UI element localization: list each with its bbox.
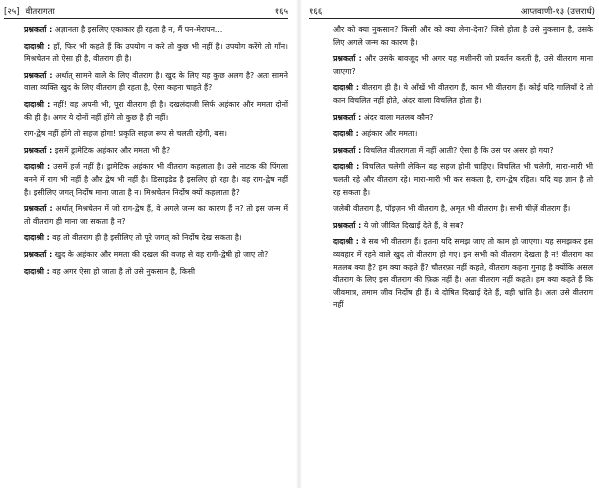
paragraph-text: राग-द्वेष नहीं होंगे तो सहज होगा! प्रकृति सहज रूप से चलती रहेगी, बस। [24, 129, 227, 139]
paragraph [319, 161, 593, 199]
paragraph [10, 145, 288, 158]
left-page [0, 0, 292, 488]
section-title: वीतरागता [25, 7, 55, 17]
speaker-label: दादाश्री : [333, 162, 360, 172]
page-number: १६६ [309, 7, 323, 17]
speaker-label: प्रश्नकर्ता : [333, 112, 362, 122]
paragraph-text: खुद के अहंकार और ममता की दखल की वजह से वह रागी-द्वेषी हो जाए तो? [54, 249, 269, 259]
paragraph-text: अहंकार और ममता। [361, 129, 418, 139]
speaker-label: प्रश्नकर्ता : [24, 249, 53, 259]
paragraph-text: अज्ञानता है इसलिए एकाकार ही रहता है न, मैं पन-मेरापन... [54, 25, 223, 34]
paragraph-text: विचलित चलेगी लेकिन वह सहज होनी चाहिए। विचलित भी चलेगी, मारा-मारी भी चलती रहे और वीतराग रहे। मारा-मारी भी कर सकता है, राग-द्वेष रहित। यदि यह ज्ञान है तो रह सकता है। [333, 162, 593, 197]
speaker-label: प्रश्नकर्ता : [333, 220, 362, 230]
speaker-label: प्रश्नकर्ता : [24, 25, 53, 34]
paragraph [319, 53, 593, 78]
paragraph [319, 112, 593, 125]
speaker-label: प्रश्नकर्ता : [333, 145, 362, 155]
speaker-label: दादाश्री : [24, 99, 51, 109]
paragraph-text: नहीं! वह अपनी भी, पूरा वीतराग ही है। दखलंदाजी सिर्फ अहंकार और ममता दोनों की ही है। अगर ये दोनों नहीं होंगे तो कुछ है ही नहीं। [24, 99, 288, 122]
speaker-label: प्रश्नकर्ता : [24, 70, 53, 80]
paragraph [319, 236, 593, 312]
speaker-label: प्रश्नकर्ता : [24, 204, 53, 214]
speaker-label: दादाश्री : [333, 237, 359, 247]
paragraph-text: उसमें हर्ज नहीं है। ड्रामेटिक अहंकार भी वीतराग कहलाता है। उसे नाटक की पिंगला बनने में राग भी नहीं है और द्वेष भी नहीं है। डिसाइडेड है इसलिए हो रहा है। वह राग-द्वेष नहीं है। इसीलिए जगत् निर्दोष माना जाता है न। मिश्रचेतन निर्दोष क्यों कहलाता है? [24, 162, 288, 197]
paragraph [10, 232, 288, 245]
paragraph [10, 24, 288, 37]
paragraph-text: वह अगर ऐसा हो जाता है तो उसे नुकसान है, किसी [52, 266, 196, 276]
right-page-text [319, 24, 593, 316]
paragraph-text: विचलित वीतरागता में नहीं आती? ऐसा है कि उस पर असर हो गया? [363, 145, 554, 155]
right-page-header [309, 5, 595, 19]
paragraph [10, 203, 288, 228]
paragraph [10, 161, 288, 199]
paragraph-text: अर्थात् सामने वाले के लिए वीतराग है। खुद के लिए यह कुछ अलग है? अतः सामने वाला व्यक्ति खुद के लिए वीतराग ही रहता है, ऐसा कहना चाहते हैं? [24, 70, 288, 93]
speaker-label: दादाश्री : [24, 266, 50, 276]
paragraph-text: अंदर वाला मतलब कौन? [363, 112, 434, 122]
paragraph [319, 203, 593, 216]
left-page-text [10, 24, 288, 282]
paragraph-text: और उसके बावजूद भी अगर यह मशीनरी जो प्रवर्तन करती है, उसे वीतराग माना जाएगा? [333, 54, 594, 76]
speaker-label: प्रश्नकर्ता : [333, 54, 362, 64]
book-gutter [296, 0, 302, 488]
paragraph [10, 41, 288, 66]
paragraph [319, 24, 593, 49]
paragraph [10, 99, 288, 124]
paragraph [319, 145, 593, 158]
paragraph-text: जलेबी वीतराग है, पॉइज़न भी वीतराग है, अमृत भी वीतराग है। सभी चीज़ें वीतराग हैं। [333, 204, 571, 214]
book-title: आप्तवाणी-१३ (उत्तरार्ध) [520, 7, 595, 17]
paragraph [10, 249, 288, 262]
paragraph-text: इसमें ड्रामेटिक अहंकार और ममता भी है? [54, 145, 171, 155]
page-number: १६५ [274, 7, 288, 17]
paragraph [10, 128, 288, 141]
paragraph-text: और को क्या नुकसान? किसी और को क्या लेना-देना? जिसे होता है उसे नुकसान है, उसके लिए अगले जन्म का कारण है। [333, 25, 593, 47]
paragraph-text: अर्थात् मिश्रचेतन में जो राग-द्वेष हैं, वे अगले जन्म का कारण हैं न? तो इस जन्म में तो वीतराग ही माना जा सकता है न? [24, 204, 289, 226]
paragraph-text: वह तो वीतराग ही है इसीलिए तो पूरे जगत् को निर्दोष देख सकता है। [52, 233, 242, 243]
right-page [305, 0, 599, 488]
left-page-header [4, 5, 288, 19]
paragraph [319, 128, 593, 141]
speaker-label: प्रश्नकर्ता : [24, 145, 53, 155]
speaker-label: दादाश्री : [24, 162, 51, 172]
paragraph-text: हाँ, फिर भी कहते हैं कि उपयोग न करे तो कुछ भी नहीं है। उपयोग करेंगे तो गाँन। मिश्रचेतन तो ऐसा ही है, वीतराग ही है। [24, 41, 288, 64]
speaker-label: दादाश्री : [24, 41, 51, 51]
paragraph-text: वीतराग ही है। ये आँखें भी वीतराग हैं, कान भी वीतराग हैं। कोई यदि गालियाँ दे तो कान विचलित नहीं होते, अंदर वाला विचलित होता है। [333, 83, 593, 105]
paragraph-text: वे सब भी वीतराग हैं। इतना यदि समझ जाए तो काम हो जाएगा। यह समझकर इस व्यवहार में रहने वाले खुद तो वीतराग हो गए। इन सभी को वीतराग देखता है न! वीतराग का मतलब क्या है? हम क्या कहते हैं? चौतरफ़ा नहीं कहते, वीतराग कहना गुनाह है क्योंकि असल वीतराग के लिए इस वीतराग की फ़िक्र नहीं है। अतः वीतराग नहीं कहते। हम क्या कहते हैं कि जीवमात्र, तमाम जीव निर्दोष ही हैं। वे दोषित दिखाई देते हैं, वही भ्रांति है। अतः उसे वीतराग नहीं [333, 237, 593, 310]
speaker-label: दादाश्री : [24, 233, 50, 243]
paragraph [10, 266, 288, 279]
speaker-label: दादाश्री : [333, 129, 359, 139]
paragraph [319, 220, 593, 233]
speaker-label: दादाश्री : [333, 83, 359, 93]
paragraph [319, 82, 593, 107]
paragraph-text: ये जो जीवित दिखाई देते हैं, वे सब? [363, 220, 464, 230]
page-label: [२५] [4, 7, 20, 17]
paragraph [10, 70, 288, 95]
